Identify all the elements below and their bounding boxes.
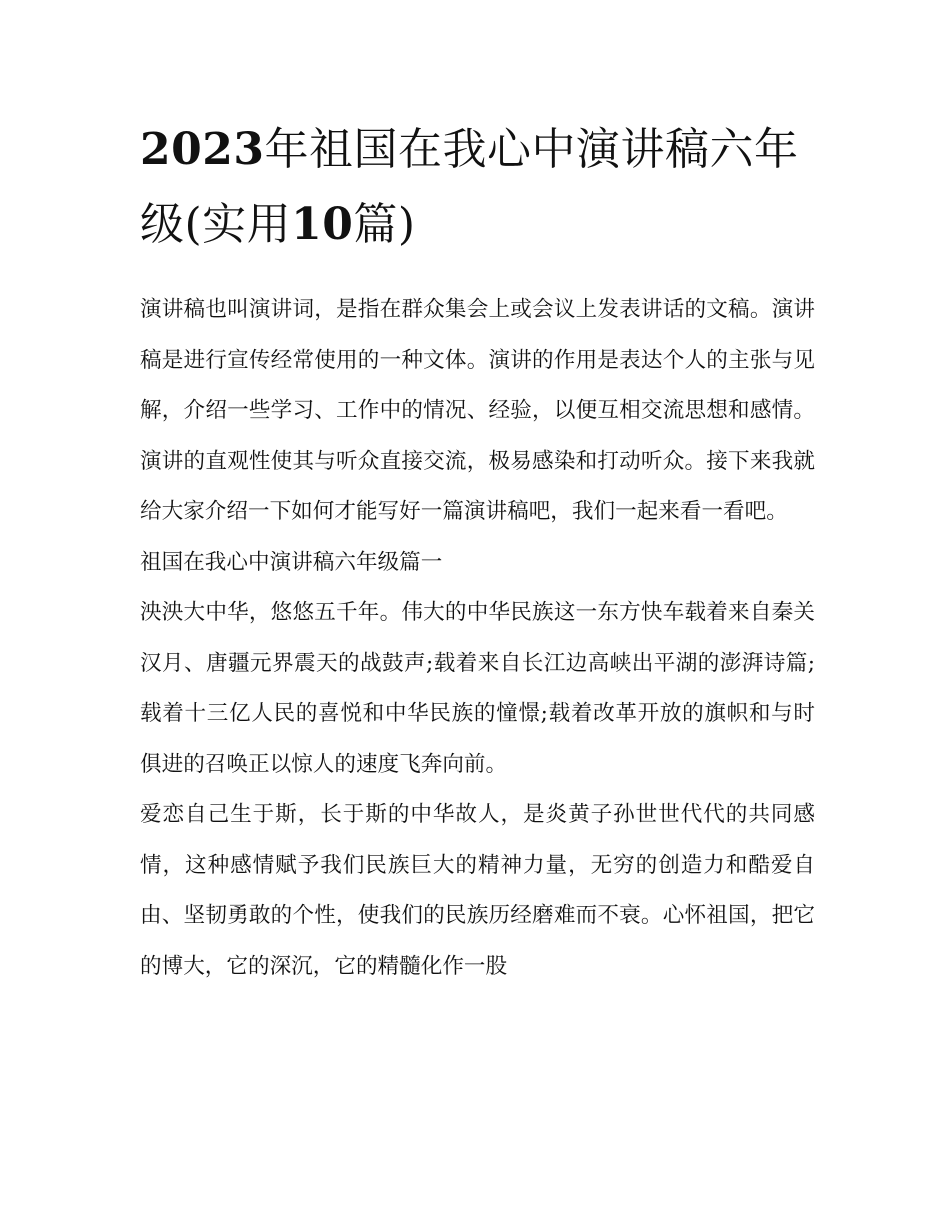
document-page [140,112,815,992]
body-paragraph-1: 泱泱大中华，悠悠五千年。伟大的中华民族这一东方快车载着来自秦关汉月、唐疆元界震天的战鼓声;载着来自长江边高峡出平湖的澎湃诗篇;载着十三亿人民的喜悦和中华民族的憧憬;载着改革开放的旗帜和与时俱进的召唤正以惊人的速度飞奔向前。 [140,600,815,777]
title-text: 年祖国在我心中演讲稿六年级(实用 [140,124,799,250]
title-suffix: 篇) [353,199,416,250]
document-body [140,285,815,992]
body-paragraph-2: 爱恋自己生于斯，长于斯的中华故人，是炎黄子孙世世代代的共同感情，这种感情赋予我们民族巨大的精神力量，无穷的创造力和酷爱自由、坚韧勇敢的个性，使我们的民族历经磨难而不衰。心怀祖国，把它的博大，它的深沉，它的精髓化作一股 [140,802,815,979]
document-title [140,112,815,262]
section-heading: 祖国在我心中演讲稿六年级篇一 [140,549,443,575]
intro-paragraph: 演讲稿也叫演讲词，是指在群众集会上或会议上发表讲话的文稿。演讲稿是进行宣传经常使用的一种文体。演讲的作用是表达个人的主张与见解，介绍一些学习、工作中的情况、经验，以便互相交流思想和感情。演讲的直观性使其与听众直接交流，极易感染和打动听众。接下来我就给大家介绍一下如何才能写好一篇演讲稿吧，我们一起来看一看吧。 [140,297,815,524]
title-count: 10 [291,199,354,250]
title-year: 2023 [140,124,265,175]
